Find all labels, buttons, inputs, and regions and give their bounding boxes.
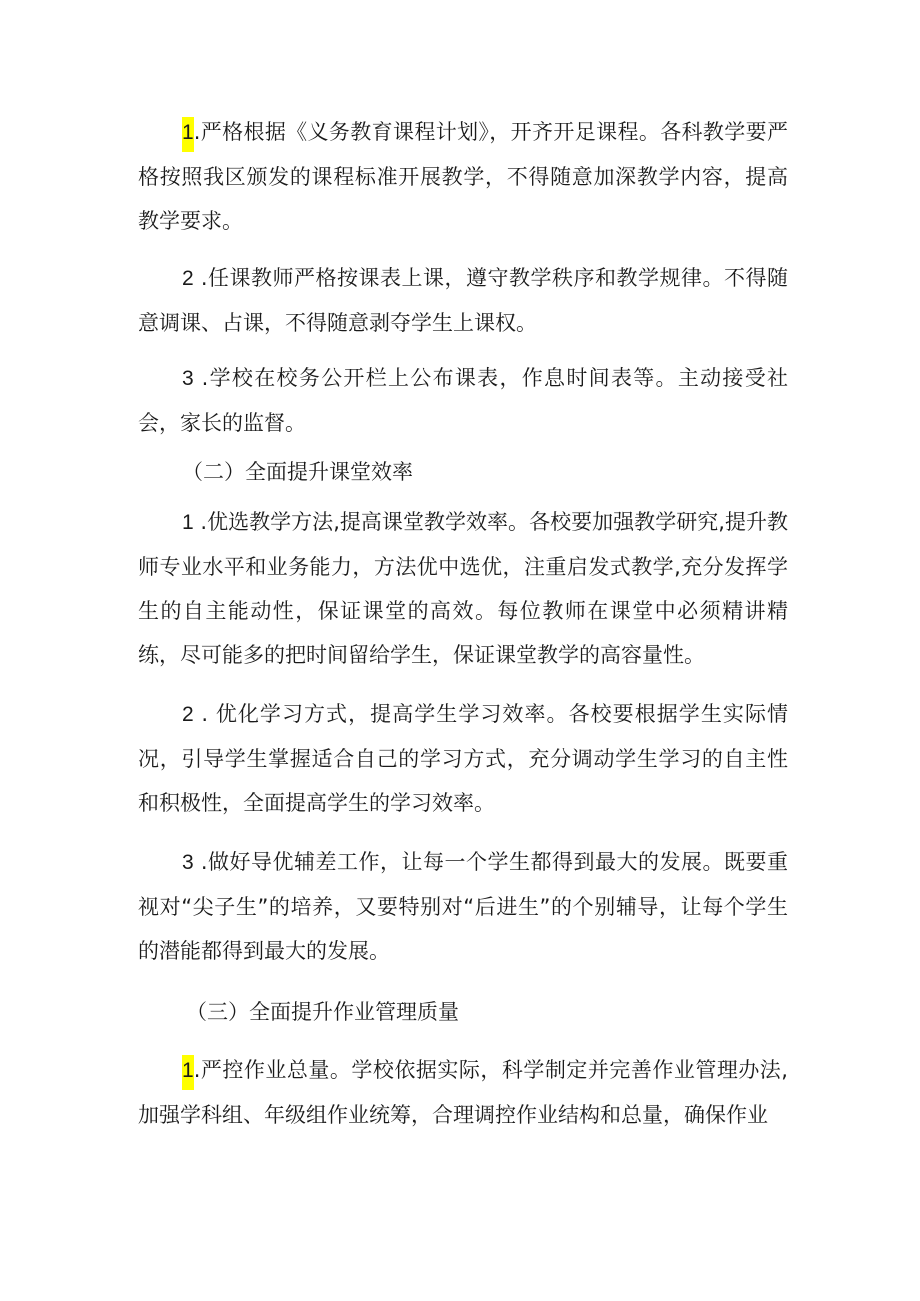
paragraph-2-1 [138, 500, 788, 677]
number-separator: . [193, 1058, 201, 1082]
item-number-highlighted: 1 [182, 1055, 194, 1090]
section-heading-3: （三）全面提升作业管理质量 [186, 1000, 459, 1024]
item-number: 3 [182, 851, 194, 874]
paragraph-text: 严格根据《义务教育课程计划》，开齐开足课程。各科教学要严格按照我区颁发的课程标准开展教学，不得随意加深教学内容，提高教学要求。 [138, 120, 788, 233]
paragraph-1-3 [138, 356, 788, 445]
paragraph-text: 学校在校务公开栏上公布课表，作息时间表等。主动接受社会，家长的监督。 [138, 366, 788, 435]
paragraph-1-1 [138, 110, 788, 243]
paragraph-text: 优化学习方式，提高学生学习效率。各校要根据学生实际情况，引导学生掌握适合自己的学习方式，充分调动学生学习的自主性和积极性，全面提高学生的学习效率。 [138, 702, 788, 815]
number-separator: . [193, 702, 216, 726]
paragraph-1-2 [138, 256, 788, 345]
paragraph-3-1 [138, 1048, 788, 1137]
paragraph-2-3 [138, 840, 788, 973]
item-number: 3 [182, 367, 194, 390]
item-number-highlighted: 1 [182, 117, 194, 152]
item-number: 2 [182, 267, 194, 290]
number-separator: . [193, 366, 209, 390]
number-separator: . [193, 850, 208, 874]
item-number: 2 [182, 703, 194, 726]
number-separator: . [193, 510, 208, 534]
number-separator: . [193, 266, 208, 290]
section-heading-2: （二）全面提升课堂效率 [182, 460, 413, 484]
paragraph-text: 任课教师严格按课表上课，遵守教学秩序和教学规律。不得随意调课、占课，不得随意剥夺学生上课权。 [138, 266, 788, 335]
paragraph-2-2 [138, 692, 788, 825]
paragraph-text: 严控作业总量。学校依据实际，科学制定并完善作业管理办法,加强学科组、年级组作业统筹，合理调控作业结构和总量，确保作业 [138, 1058, 788, 1127]
item-number: 1 [182, 511, 194, 534]
number-separator: . [193, 120, 201, 144]
paragraph-text: 做好导优辅差工作，让每一个学生都得到最大的发展。既要重视对“尖子生”的培养，又要特别对“后进生”的个别辅导，让每个学生的潜能都得到最大的发展。 [138, 850, 788, 963]
paragraph-text: 优选教学方法,提高课堂教学效率。各校要加强教学研究,提升教师专业水平和业务能力，方法优中选优，注重启发式教学,充分发挥学生的自主能动性，保证课堂的高效。每位教师在课堂中必须精讲精练，尽可能多的把时间留给学生，保证课堂教学的高容量性。 [138, 510, 788, 667]
